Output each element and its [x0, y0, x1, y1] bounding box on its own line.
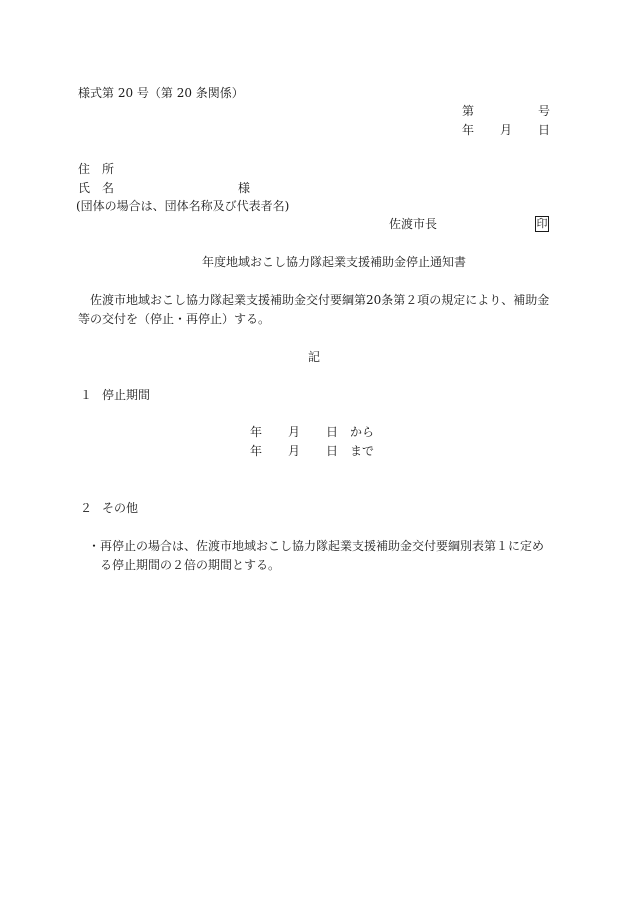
date-month: 月 [500, 123, 513, 137]
section1-heading: 停止期間 [102, 388, 151, 402]
sender-title: 佐渡市長 [389, 217, 438, 231]
section2-heading: その他 [102, 501, 139, 515]
body-line-1: 佐渡市地域おこし協力隊起業支援補助金交付要綱第20条第２項の規定により、補助金 [90, 293, 550, 307]
to-month: 月 [288, 444, 301, 458]
document-title: 年度地域おこし協力隊起業支援補助金停止通知書 [202, 255, 467, 269]
group-note: (団体の場合は、団体名称及び代表者名) [76, 199, 290, 213]
from-month: 月 [288, 425, 301, 439]
from-day: 日 [326, 425, 339, 439]
bullet-line-2: る停止期間の２倍の期間とする。 [100, 558, 281, 572]
section2-number: ２ [80, 501, 93, 515]
bullet-line-1: 再停止の場合は、佐渡市地域おこし協力隊起業支援補助金交付要綱別表第１に定め [100, 539, 545, 553]
section1-number: １ [80, 388, 93, 402]
from-suffix: から [350, 425, 375, 439]
date-year: 年 [462, 123, 475, 137]
from-year: 年 [250, 425, 263, 439]
ki-marker: 記 [308, 350, 321, 364]
name-label: 氏 名 [78, 181, 115, 195]
bullet-mark: ・ [88, 539, 101, 553]
body-line-2: 等の交付を（停止・再停止）する。 [78, 312, 271, 326]
date-day: 日 [538, 123, 551, 137]
doc-number-suffix: 号 [538, 104, 551, 118]
to-suffix: まで [350, 444, 375, 458]
to-year: 年 [250, 444, 263, 458]
seal-stamp: 印 [536, 217, 548, 230]
to-day: 日 [326, 444, 339, 458]
doc-number-prefix: 第 [462, 104, 475, 118]
honorific: 様 [238, 181, 251, 195]
address-label: 住 所 [78, 162, 115, 176]
form-number: 様式第 20 号（第 20 条関係） [78, 86, 244, 100]
